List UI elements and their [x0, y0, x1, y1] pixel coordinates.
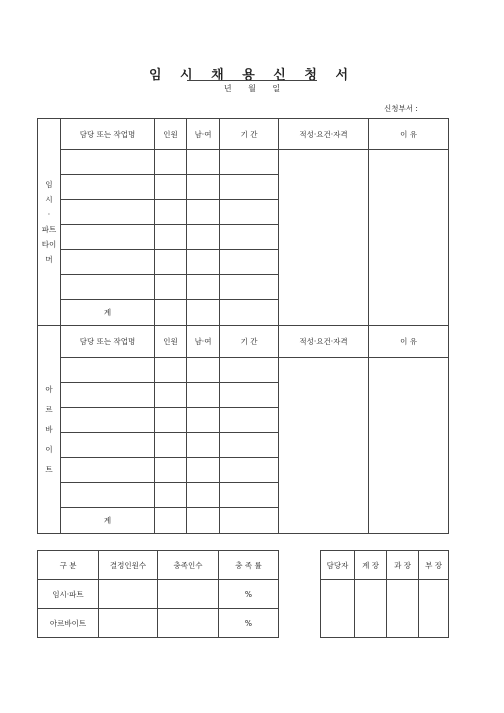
task-cell[interactable] [61, 150, 155, 175]
header-reason: 이 유 [369, 326, 449, 358]
summary-header-row [38, 551, 279, 580]
summary-header-decided: 결정인원수 [99, 551, 158, 580]
gender-cell[interactable] [187, 225, 220, 250]
period-cell[interactable] [220, 175, 279, 200]
section1-header-row [38, 119, 449, 150]
qualification-cell[interactable] [279, 150, 369, 326]
form-title: 임 시 채 용 신 청 서 [148, 68, 356, 83]
main-table [37, 118, 449, 534]
headcount-cell[interactable] [155, 358, 187, 383]
task-cell[interactable] [61, 358, 155, 383]
header-qualification: 적성·요건·자격 [279, 119, 369, 150]
approval-header-section-head: 과 장 [387, 551, 419, 580]
gender-cell[interactable] [187, 150, 220, 175]
reason-cell[interactable] [369, 150, 449, 326]
gender-cell[interactable] [187, 433, 220, 458]
approval-header-staff: 담당자 [321, 551, 355, 580]
headcount-cell[interactable] [155, 383, 187, 408]
approval-sign-row [321, 580, 449, 638]
task-cell[interactable] [61, 458, 155, 483]
summary-row-label: 임시·파트 [38, 580, 99, 609]
headcount-cell[interactable] [155, 275, 187, 300]
gender-cell[interactable] [187, 408, 220, 433]
total-headcount-cell[interactable] [155, 300, 187, 326]
approval-header-department-head: 부 장 [419, 551, 449, 580]
header-gender: 남·여 [187, 326, 220, 358]
table-row [38, 358, 449, 383]
header-period: 기 간 [220, 326, 279, 358]
section1-side-label: 임 시 · 파트 타이 머 [38, 119, 61, 326]
gender-cell[interactable] [187, 175, 220, 200]
period-cell[interactable] [220, 225, 279, 250]
gender-cell[interactable] [187, 250, 220, 275]
header-headcount: 인원 [155, 326, 187, 358]
period-cell[interactable] [220, 200, 279, 225]
summary-row-label: 아르바이트 [38, 609, 99, 638]
approval-table [320, 550, 449, 638]
task-cell[interactable] [61, 225, 155, 250]
rate-cell[interactable]: % [219, 609, 279, 638]
gender-cell[interactable] [187, 200, 220, 225]
headcount-cell[interactable] [155, 250, 187, 275]
gender-cell[interactable] [187, 300, 220, 326]
gender-cell[interactable] [187, 483, 220, 508]
summary-table [37, 550, 279, 638]
task-cell[interactable] [61, 483, 155, 508]
period-cell[interactable] [220, 483, 279, 508]
gender-cell[interactable] [187, 458, 220, 483]
period-cell[interactable] [220, 358, 279, 383]
decided-cell[interactable] [99, 580, 158, 609]
period-cell[interactable] [220, 508, 279, 534]
qualification-cell[interactable] [279, 358, 369, 534]
header-reason: 이 유 [369, 119, 449, 150]
summary-header-category: 구 분 [38, 551, 99, 580]
decided-cell[interactable] [99, 609, 158, 638]
summary-header-rate: 충 족 률 [219, 551, 279, 580]
period-cell[interactable] [220, 383, 279, 408]
approval-header-chief: 계 장 [355, 551, 387, 580]
table-row [38, 150, 449, 175]
department-label: 신청부서 : [384, 104, 418, 113]
filled-cell[interactable] [158, 609, 219, 638]
period-cell[interactable] [220, 250, 279, 275]
summary-header-filled: 충족인수 [158, 551, 219, 580]
gender-cell[interactable] [187, 275, 220, 300]
summary-row-arbeit [38, 609, 279, 638]
headcount-cell[interactable] [155, 458, 187, 483]
approval-header-row [321, 551, 449, 580]
section-head-sign-cell[interactable] [387, 580, 419, 638]
period-cell[interactable] [220, 150, 279, 175]
total-headcount-cell[interactable] [155, 508, 187, 534]
period-cell[interactable] [220, 300, 279, 326]
task-cell[interactable] [61, 383, 155, 408]
total-label: 계 [61, 508, 155, 534]
date-line: 년 월 일 [223, 84, 281, 93]
section2-side-label: 아 르 바 이 트 [38, 326, 61, 534]
rate-cell[interactable]: % [219, 580, 279, 609]
section2-header-row [38, 326, 449, 358]
task-cell[interactable] [61, 275, 155, 300]
gender-cell[interactable] [187, 383, 220, 408]
chief-sign-cell[interactable] [355, 580, 387, 638]
headcount-cell[interactable] [155, 433, 187, 458]
headcount-cell[interactable] [155, 483, 187, 508]
header-gender: 남·여 [187, 119, 220, 150]
headcount-cell[interactable] [155, 150, 187, 175]
headcount-cell[interactable] [155, 200, 187, 225]
headcount-cell[interactable] [155, 408, 187, 433]
gender-cell[interactable] [187, 358, 220, 383]
task-cell[interactable] [61, 408, 155, 433]
title-underline [187, 80, 317, 81]
task-cell[interactable] [61, 175, 155, 200]
department-head-sign-cell[interactable] [419, 580, 449, 638]
reason-cell[interactable] [369, 358, 449, 534]
headcount-cell[interactable] [155, 175, 187, 200]
gender-cell[interactable] [187, 508, 220, 534]
task-cell[interactable] [61, 433, 155, 458]
header-task-name: 담당 또는 작업명 [61, 326, 155, 358]
header-headcount: 인원 [155, 119, 187, 150]
headcount-cell[interactable] [155, 225, 187, 250]
period-cell[interactable] [220, 408, 279, 433]
period-cell[interactable] [220, 433, 279, 458]
task-cell[interactable] [61, 200, 155, 225]
task-cell[interactable] [61, 250, 155, 275]
summary-row-temp [38, 580, 279, 609]
filled-cell[interactable] [158, 580, 219, 609]
header-period: 기 간 [220, 119, 279, 150]
total-label: 계 [61, 300, 155, 326]
period-cell[interactable] [220, 275, 279, 300]
staff-sign-cell[interactable] [321, 580, 355, 638]
header-qualification: 적성·요건·자격 [279, 326, 369, 358]
period-cell[interactable] [220, 458, 279, 483]
header-task-name: 담당 또는 작업명 [61, 119, 155, 150]
